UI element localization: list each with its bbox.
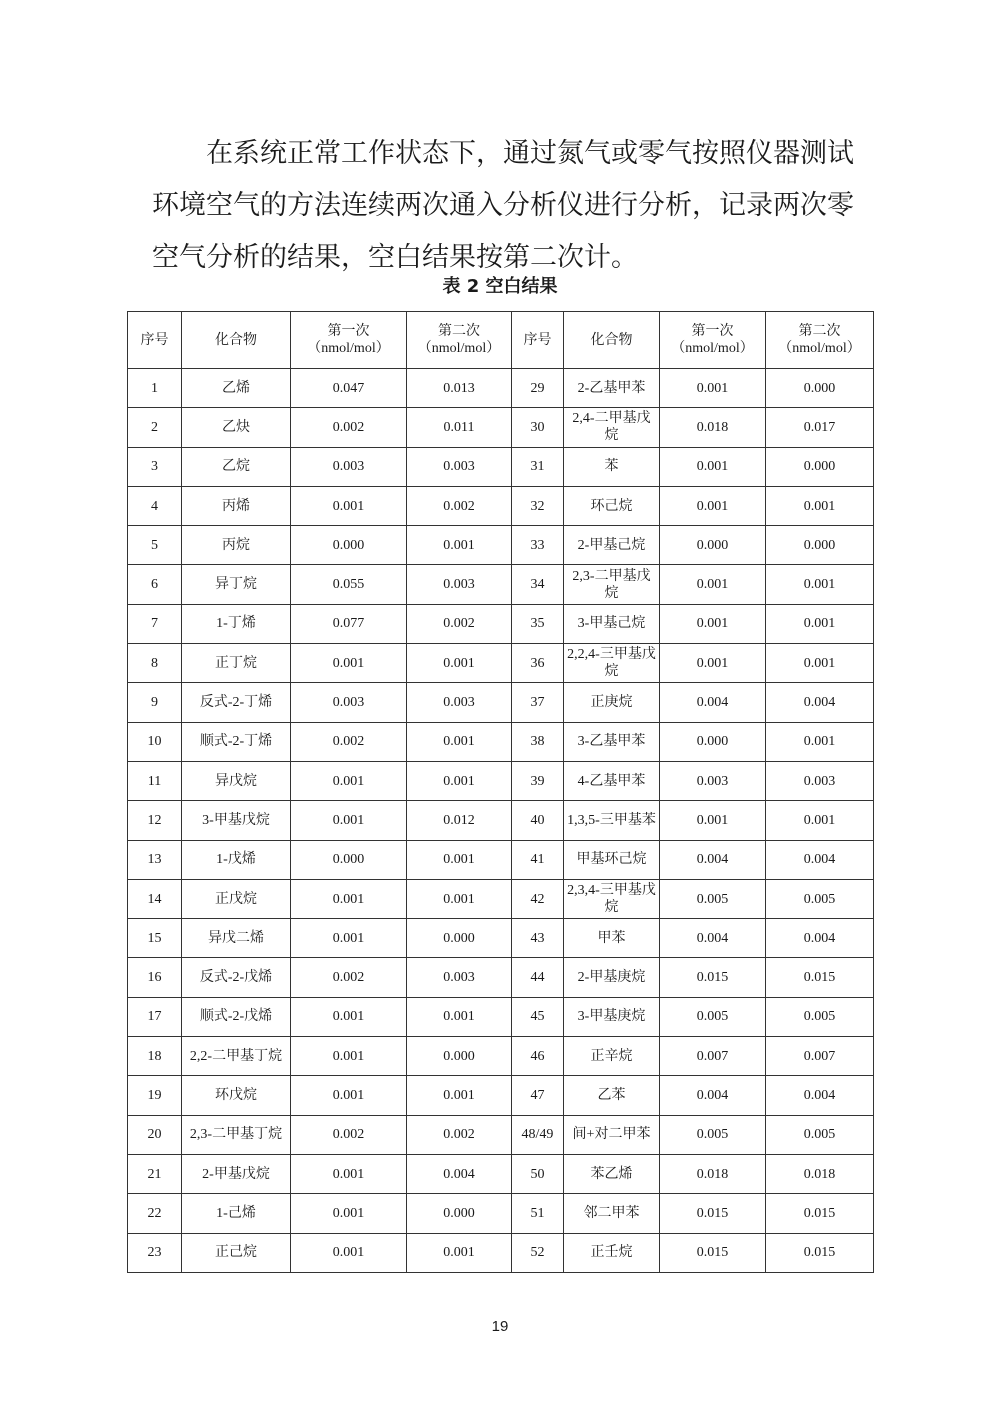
cell-second: 0.015: [766, 1194, 874, 1233]
paragraph-line: 空气分析的结果，空白结果按第二次计。: [152, 242, 638, 273]
table-row: [128, 526, 874, 565]
cell-compound: 2,4-二甲基戊烷: [564, 408, 660, 447]
cell-compound: 异丁烷: [182, 565, 291, 604]
cell-first: 0.001: [291, 1154, 407, 1193]
cell-first: 0.000: [291, 840, 407, 879]
header-first: 第一次 （nmol/mol）: [660, 312, 766, 369]
table-row: [128, 761, 874, 800]
cell-seq: 4: [128, 486, 182, 525]
cell-second: 0.005: [766, 997, 874, 1036]
table-row: [128, 1115, 874, 1154]
cell-seq: 30: [512, 408, 564, 447]
cell-second: 0.015: [766, 958, 874, 997]
table-row: [128, 919, 874, 958]
cell-second: 0.003: [407, 447, 512, 486]
cell-second: 0.000: [766, 526, 874, 565]
cell-compound: 3-甲基己烷: [564, 604, 660, 643]
cell-seq: 15: [128, 919, 182, 958]
cell-compound: 3-甲基戊烷: [182, 801, 291, 840]
cell-second: 0.004: [766, 683, 874, 722]
cell-second: 0.015: [766, 1233, 874, 1272]
cell-seq: 39: [512, 761, 564, 800]
cell-first: 0.001: [291, 1233, 407, 1272]
cell-compound: 乙烷: [182, 447, 291, 486]
cell-compound: 丙烯: [182, 486, 291, 525]
cell-second: 0.001: [766, 486, 874, 525]
header-seq: 序号: [512, 312, 564, 369]
cell-compound: 反式-2-丁烯: [182, 683, 291, 722]
cell-first: 0.001: [660, 447, 766, 486]
cell-compound: 正壬烷: [564, 1233, 660, 1272]
table-row: [128, 722, 874, 761]
paragraph-line: 环境空气的方法连续两次通入分析仪进行分析，记录两次零: [152, 190, 854, 221]
cell-compound: 4-乙基甲苯: [564, 761, 660, 800]
cell-seq: 16: [128, 958, 182, 997]
cell-compound: 顺式-2-戊烯: [182, 997, 291, 1036]
cell-second: 0.001: [407, 526, 512, 565]
cell-seq: 19: [128, 1076, 182, 1115]
cell-compound: 苯: [564, 447, 660, 486]
header-second: 第二次 （nmol/mol）: [407, 312, 512, 369]
header-unit: （nmol/mol）: [307, 341, 390, 356]
table-row: [128, 683, 874, 722]
cell-seq: 48/49: [512, 1115, 564, 1154]
cell-first: 0.004: [660, 840, 766, 879]
cell-compound: 正庚烷: [564, 683, 660, 722]
cell-seq: 12: [128, 801, 182, 840]
cell-first: 0.000: [660, 526, 766, 565]
cell-second: 0.003: [766, 761, 874, 800]
header-unit: （nmol/mol）: [417, 341, 501, 356]
cell-second: 0.002: [407, 604, 512, 643]
cell-seq: 34: [512, 565, 564, 604]
body-paragraph: [152, 128, 852, 284]
cell-second: 0.002: [407, 486, 512, 525]
cell-seq: 14: [128, 879, 182, 918]
cell-first: 0.055: [291, 565, 407, 604]
cell-second: 0.004: [766, 919, 874, 958]
cell-seq: 47: [512, 1076, 564, 1115]
cell-second: 0.004: [766, 1076, 874, 1115]
cell-seq: 33: [512, 526, 564, 565]
cell-seq: 5: [128, 526, 182, 565]
table-row: [128, 1233, 874, 1272]
cell-seq: 13: [128, 840, 182, 879]
cell-compound: 甲基环己烷: [564, 840, 660, 879]
header-compound: 化合物: [564, 312, 660, 369]
cell-second: 0.003: [407, 565, 512, 604]
cell-first: 0.015: [660, 1194, 766, 1233]
cell-first: 0.001: [660, 369, 766, 408]
cell-second: 0.001: [407, 761, 512, 800]
cell-compound: 苯乙烯: [564, 1154, 660, 1193]
cell-second: 0.007: [766, 1037, 874, 1076]
table-row: [128, 1076, 874, 1115]
cell-first: 0.015: [660, 1233, 766, 1272]
cell-first: 0.001: [291, 919, 407, 958]
cell-seq: 23: [128, 1233, 182, 1272]
cell-seq: 41: [512, 840, 564, 879]
cell-first: 0.001: [291, 879, 407, 918]
cell-second: 0.017: [766, 408, 874, 447]
cell-compound: 乙烯: [182, 369, 291, 408]
cell-second: 0.001: [766, 722, 874, 761]
cell-compound: 环己烷: [564, 486, 660, 525]
cell-seq: 45: [512, 997, 564, 1036]
cell-first: 0.001: [291, 1037, 407, 1076]
cell-first: 0.004: [660, 919, 766, 958]
cell-second: 0.001: [766, 644, 874, 683]
cell-second: 0.000: [766, 447, 874, 486]
table-row: [128, 644, 874, 683]
cell-seq: 42: [512, 879, 564, 918]
cell-first: 0.007: [660, 1037, 766, 1076]
cell-compound: 丙烷: [182, 526, 291, 565]
table-row: [128, 958, 874, 997]
table-row: [128, 997, 874, 1036]
cell-seq: 40: [512, 801, 564, 840]
cell-compound: 2,2-二甲基丁烷: [182, 1037, 291, 1076]
cell-seq: 22: [128, 1194, 182, 1233]
cell-first: 0.004: [660, 683, 766, 722]
cell-first: 0.001: [291, 486, 407, 525]
table-row: [128, 447, 874, 486]
cell-first: 0.002: [291, 408, 407, 447]
cell-first: 0.002: [291, 1115, 407, 1154]
cell-seq: 31: [512, 447, 564, 486]
cell-second: 0.018: [766, 1154, 874, 1193]
cell-compound: 甲苯: [564, 919, 660, 958]
cell-second: 0.001: [407, 1076, 512, 1115]
cell-seq: 6: [128, 565, 182, 604]
cell-first: 0.003: [291, 683, 407, 722]
cell-seq: 21: [128, 1154, 182, 1193]
paragraph-line: 在系统正常工作状态下，通过氮气或零气按照仪器测试: [206, 138, 854, 169]
cell-seq: 20: [128, 1115, 182, 1154]
cell-second: 0.001: [407, 997, 512, 1036]
cell-compound: 2,3,4-三甲基戊烷: [564, 879, 660, 918]
cell-first: 0.002: [291, 722, 407, 761]
cell-second: 0.001: [766, 565, 874, 604]
cell-compound: 环戊烷: [182, 1076, 291, 1115]
cell-first: 0.001: [660, 604, 766, 643]
cell-first: 0.001: [660, 565, 766, 604]
cell-compound: 1-丁烯: [182, 604, 291, 643]
cell-compound: 1-戊烯: [182, 840, 291, 879]
cell-first: 0.005: [660, 879, 766, 918]
cell-compound: 2-甲基庚烷: [564, 958, 660, 997]
cell-compound: 2,2,4-三甲基戊烷: [564, 644, 660, 683]
header-second: 第二次 （nmol/mol）: [766, 312, 874, 369]
cell-second: 0.001: [407, 644, 512, 683]
table-caption: 表 2 空白结果: [442, 276, 558, 297]
cell-second: 0.001: [407, 1233, 512, 1272]
cell-compound: 正戊烷: [182, 879, 291, 918]
cell-seq: 7: [128, 604, 182, 643]
cell-first: 0.018: [660, 408, 766, 447]
cell-second: 0.000: [407, 1194, 512, 1233]
cell-seq: 38: [512, 722, 564, 761]
table-row: [128, 369, 874, 408]
cell-second: 0.002: [407, 1115, 512, 1154]
cell-second: 0.003: [407, 958, 512, 997]
cell-first: 0.000: [291, 526, 407, 565]
cell-first: 0.003: [660, 761, 766, 800]
cell-seq: 3: [128, 447, 182, 486]
cell-compound: 2-甲基己烷: [564, 526, 660, 565]
cell-second: 0.013: [407, 369, 512, 408]
header-unit: （nmol/mol）: [671, 341, 754, 356]
cell-compound: 邻二甲苯: [564, 1194, 660, 1233]
cell-second: 0.011: [407, 408, 512, 447]
cell-first: 0.002: [291, 958, 407, 997]
cell-seq: 8: [128, 644, 182, 683]
cell-compound: 3-乙基甲苯: [564, 722, 660, 761]
cell-seq: 2: [128, 408, 182, 447]
cell-compound: 2,3-二甲基戊烷: [564, 565, 660, 604]
cell-seq: 43: [512, 919, 564, 958]
table-row: [128, 1194, 874, 1233]
cell-compound: 正丁烷: [182, 644, 291, 683]
cell-first: 0.001: [291, 997, 407, 1036]
table-row: [128, 565, 874, 604]
header-first: 第一次 （nmol/mol）: [291, 312, 407, 369]
cell-second: 0.005: [766, 879, 874, 918]
cell-compound: 异戊烷: [182, 761, 291, 800]
cell-seq: 37: [512, 683, 564, 722]
header-compound: 化合物: [182, 312, 291, 369]
cell-compound: 2-甲基戊烷: [182, 1154, 291, 1193]
cell-second: 0.000: [407, 919, 512, 958]
cell-first: 0.003: [291, 447, 407, 486]
cell-first: 0.001: [660, 801, 766, 840]
cell-first: 0.001: [291, 801, 407, 840]
cell-first: 0.018: [660, 1154, 766, 1193]
cell-first: 0.004: [660, 1076, 766, 1115]
cell-seq: 51: [512, 1194, 564, 1233]
cell-first: 0.001: [660, 486, 766, 525]
cell-compound: 乙苯: [564, 1076, 660, 1115]
cell-seq: 1: [128, 369, 182, 408]
cell-seq: 9: [128, 683, 182, 722]
cell-second: 0.004: [766, 840, 874, 879]
table-row: [128, 1037, 874, 1076]
cell-second: 0.000: [766, 369, 874, 408]
cell-second: 0.005: [766, 1115, 874, 1154]
cell-second: 0.003: [407, 683, 512, 722]
cell-compound: 顺式-2-丁烯: [182, 722, 291, 761]
cell-compound: 乙炔: [182, 408, 291, 447]
cell-seq: 35: [512, 604, 564, 643]
cell-compound: 异戊二烯: [182, 919, 291, 958]
cell-compound: 正己烷: [182, 1233, 291, 1272]
table-row: [128, 408, 874, 447]
page-number: 19: [491, 1318, 509, 1335]
cell-compound: 2,3-二甲基丁烷: [182, 1115, 291, 1154]
cell-second: 0.001: [407, 840, 512, 879]
cell-first: 0.001: [291, 1194, 407, 1233]
cell-compound: 3-甲基庚烷: [564, 997, 660, 1036]
cell-seq: 17: [128, 997, 182, 1036]
cell-first: 0.005: [660, 1115, 766, 1154]
table-row: [128, 879, 874, 918]
cell-first: 0.047: [291, 369, 407, 408]
cell-second: 0.001: [407, 879, 512, 918]
cell-seq: 36: [512, 644, 564, 683]
cell-seq: 32: [512, 486, 564, 525]
cell-seq: 29: [512, 369, 564, 408]
header-unit: （nmol/mol）: [778, 341, 861, 356]
cell-compound: 1,3,5-三甲基苯: [564, 801, 660, 840]
cell-second: 0.004: [407, 1154, 512, 1193]
cell-first: 0.000: [660, 722, 766, 761]
cell-second: 0.001: [766, 604, 874, 643]
cell-seq: 10: [128, 722, 182, 761]
cell-compound: 间+对二甲苯: [564, 1115, 660, 1154]
table-row: [128, 840, 874, 879]
table-row: [128, 604, 874, 643]
cell-first: 0.005: [660, 997, 766, 1036]
table-header-row: [128, 312, 874, 369]
cell-first: 0.001: [660, 644, 766, 683]
cell-first: 0.001: [291, 761, 407, 800]
cell-second: 0.012: [407, 801, 512, 840]
cell-seq: 11: [128, 761, 182, 800]
table-row: [128, 486, 874, 525]
cell-seq: 46: [512, 1037, 564, 1076]
cell-first: 0.001: [291, 644, 407, 683]
cell-seq: 44: [512, 958, 564, 997]
blank-results-table: [127, 311, 874, 1273]
cell-seq: 52: [512, 1233, 564, 1272]
cell-first: 0.077: [291, 604, 407, 643]
cell-seq: 50: [512, 1154, 564, 1193]
cell-seq: 18: [128, 1037, 182, 1076]
header-seq: 序号: [128, 312, 182, 369]
table-row: [128, 801, 874, 840]
cell-first: 0.015: [660, 958, 766, 997]
table-row: [128, 1154, 874, 1193]
cell-second: 0.001: [766, 801, 874, 840]
cell-first: 0.001: [291, 1076, 407, 1115]
cell-compound: 反式-2-戊烯: [182, 958, 291, 997]
cell-compound: 正辛烷: [564, 1037, 660, 1076]
cell-second: 0.000: [407, 1037, 512, 1076]
cell-compound: 2-乙基甲苯: [564, 369, 660, 408]
cell-compound: 1-己烯: [182, 1194, 291, 1233]
cell-second: 0.001: [407, 722, 512, 761]
